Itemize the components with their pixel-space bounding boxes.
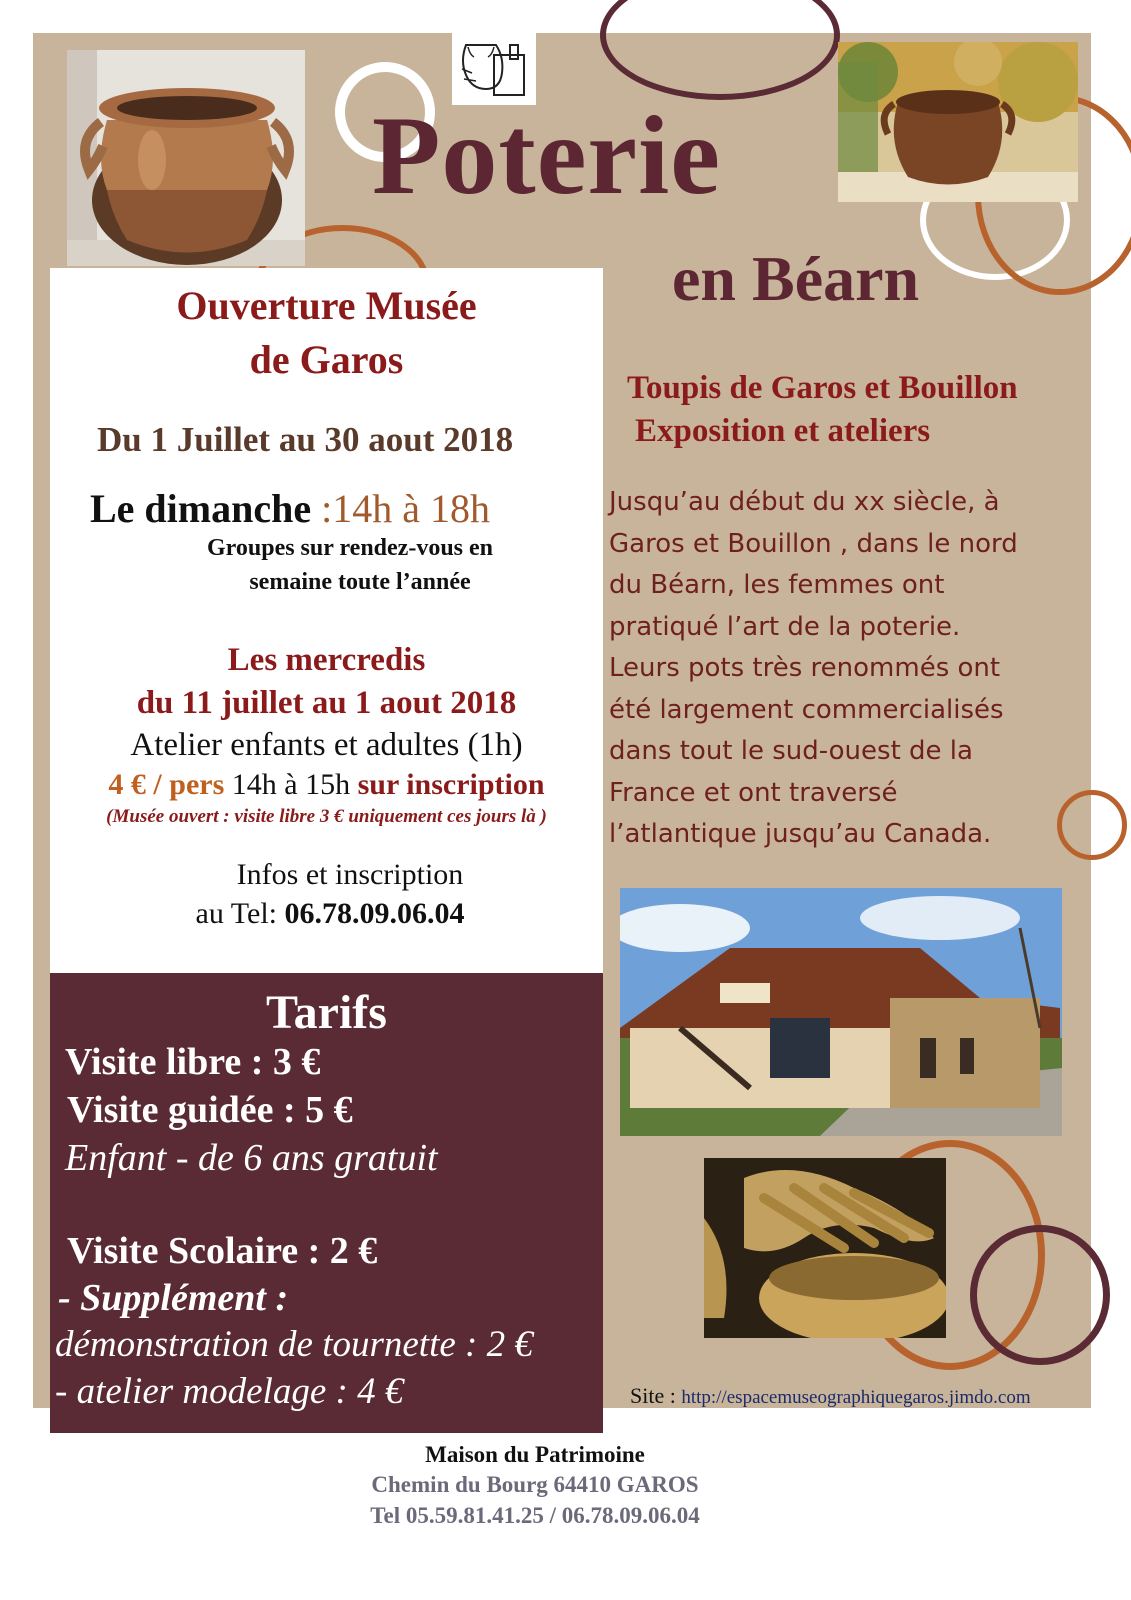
info-prefix: au Tel: [195, 897, 285, 930]
info-line2 [120, 897, 540, 931]
tarif-visite-scolaire: Visite Scolaire : 2 € [67, 1230, 378, 1272]
info-line1: Infos et inscription [236, 858, 464, 891]
title-en-bearn: en Béarn [672, 243, 920, 314]
exposition-body [609, 482, 1018, 856]
workshop-line: Atelier enfants et adultes (1h) [130, 727, 523, 763]
tarif-visite-guidee: Visite guidée : 5 € [67, 1089, 353, 1131]
site-line [630, 1383, 1031, 1409]
site-label: Site : [630, 1383, 682, 1408]
hands-clay-photo [704, 1158, 946, 1338]
opening-heading-line1: Ouverture Musée [176, 283, 477, 328]
site-url-link[interactable]: http://espacemuseographiquegaros.jimdo.com [681, 1387, 1031, 1408]
sunday-hours-line [90, 485, 490, 532]
decor-ring [970, 1225, 1110, 1365]
wednesday-line1: Les mercredis [227, 642, 426, 678]
museum-open-note: (Musée ouvert : visite libre 3 € uniquement ces jours là ) [106, 806, 547, 827]
museum-building-photo [620, 888, 1062, 1136]
opening-heading-line2: de Garos [249, 337, 404, 382]
tarifs-heading: Tarifs [266, 986, 387, 1039]
tarif-enfant: Enfant - de 6 ans gratuit [65, 1137, 438, 1179]
garden-pot-photo [838, 42, 1078, 202]
exposition-body-line: Leurs pots très renommés ont [609, 653, 1001, 683]
workshop-signup: sur inscription [357, 768, 545, 801]
footer-line1: Maison du Patrimoine [425, 1442, 645, 1467]
exposition-body-line: dans tout le sud-ouest de la [609, 736, 973, 766]
exposition-body-line: l’atlantique jusqu’au Canada. [609, 819, 992, 849]
sunday-label: Le dimanche [90, 486, 312, 531]
pot-photo [67, 50, 305, 266]
exposition-body-line: pratiqué l’art de la poterie. [609, 611, 961, 642]
tarif-tournette: démonstration de tournette : 2 € [55, 1324, 533, 1365]
exposition-heading-line1: Toupis de Garos et Bouillon [627, 370, 1018, 406]
exposition-body-line: Garos et Bouillon , dans le nord [609, 528, 1018, 559]
groups-line1: Groupes sur rendez-vous en [206, 535, 494, 561]
workshop-price-line [50, 768, 603, 802]
sunday-hours: :14h à 18h [311, 486, 490, 531]
exposition-body-line: du Béarn, les femmes ont [609, 570, 945, 600]
tarif-supplement: - Supplément : [58, 1277, 289, 1319]
title-poterie: Poterie [372, 94, 721, 218]
tarif-visite-libre: Visite libre : 3 € [65, 1041, 321, 1083]
footer-address: Chemin du Bourg 64410 GAROS [371, 1472, 699, 1497]
tarif-modelage: - atelier modelage : 4 € [55, 1371, 404, 1412]
exposition-body-line: France et ont traversé [609, 777, 898, 808]
footer-phone: Tel 05.59.81.41.25 / 06.78.09.06.04 [370, 1503, 700, 1528]
exposition-body-line: Jusqu’au début du xx siècle, à [609, 487, 1000, 517]
exposition-body-line: été largement commercialisés [609, 694, 1004, 725]
opening-dates: Du 1 Juillet au 30 aout 2018 [97, 420, 514, 459]
decor-ring [1057, 790, 1127, 860]
info-phone: 06.78.09.06.04 [284, 897, 465, 930]
exposition-heading-line2: Exposition et ateliers [635, 413, 931, 449]
wednesday-line2: du 11 juillet au 1 aout 2018 [136, 685, 517, 721]
workshop-time: 14h à 15h [224, 768, 358, 801]
workshop-price: 4 € / pers [108, 768, 225, 801]
groups-line2: semaine toute l’année [249, 569, 471, 595]
